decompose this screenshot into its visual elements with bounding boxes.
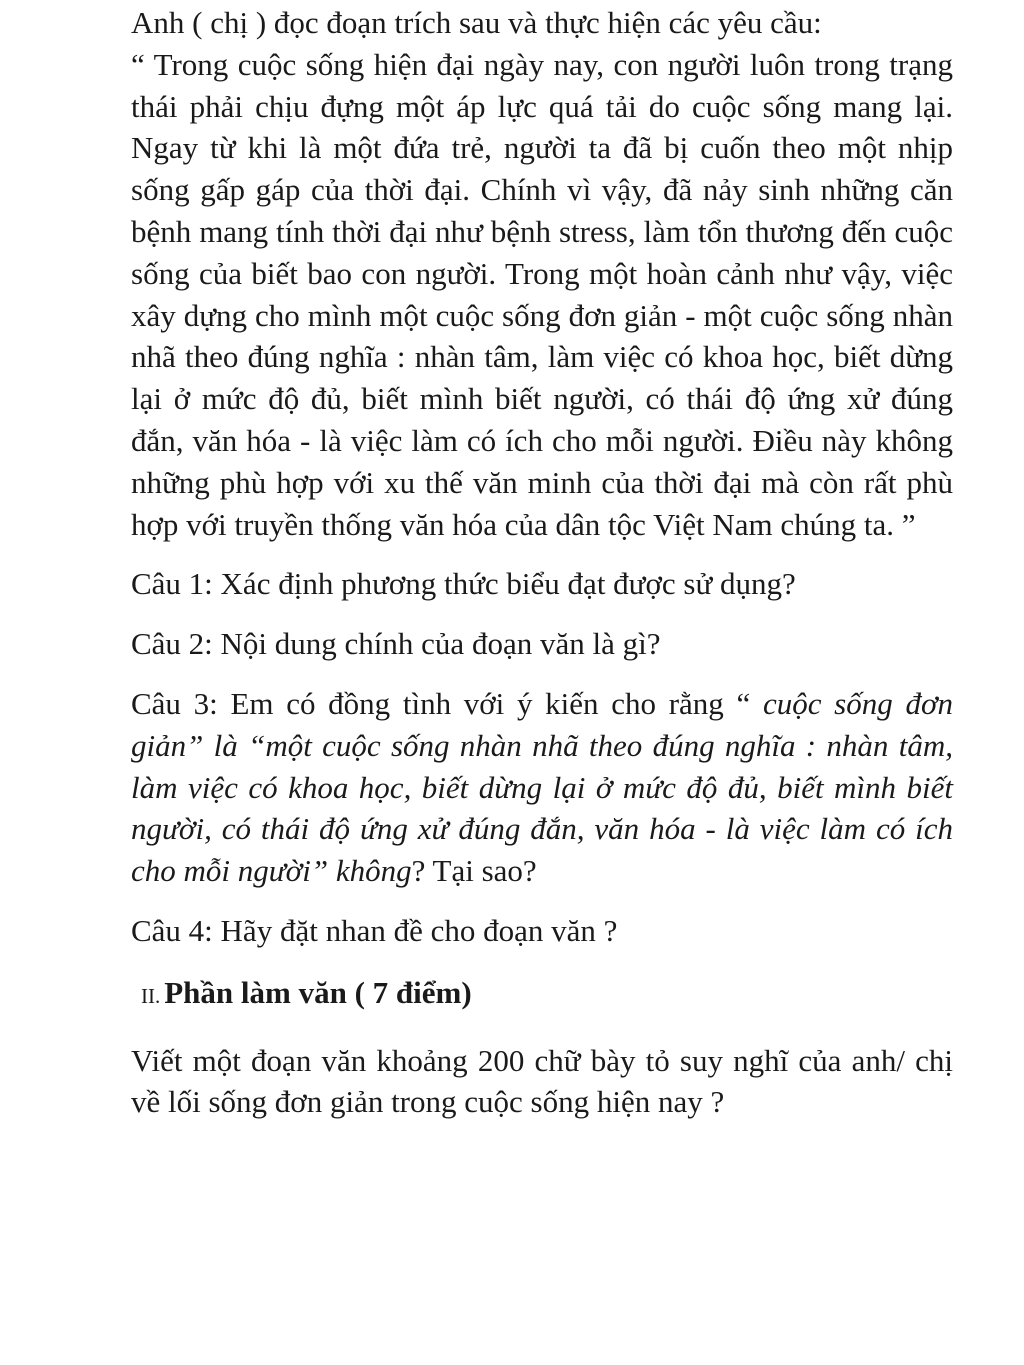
question-2: Câu 2: Nội dung chính của đoạn văn là gì? (131, 626, 661, 662)
section-2-number: II. (141, 983, 161, 1008)
question-4: Câu 4: Hãy đặt nhan đề cho đoạn văn ? (131, 912, 618, 948)
reading-instruction: Anh ( chị ) đọc đoạn trích sau và thực hiện các yêu cầu: (131, 5, 822, 40)
writing-task: Viết một đoạn văn khoảng 200 chữ bày tỏ suy nghĩ của anh/ chị về lối sống đơn giản trong cuộc sống hiện nay ? (131, 1042, 953, 1120)
document-page (131, 0, 953, 1123)
question-3-quote: cuộc sống đơn giản” là “một cuộc sống nhàn nhã theo đúng nghĩa : nhàn tâm, làm việc có khoa học, biết dừng lại ở mức độ đủ, biết mình biết người, có thái độ ứng xử đúng đắn, văn hóa - là việc làm có ích cho mỗi người” không (131, 685, 953, 889)
question-3-tail: ? Tại sao? (411, 853, 537, 889)
question-1: Câu 1: Xác định phương thức biểu đạt được sử dụng? (131, 566, 796, 602)
question-3 (131, 683, 953, 892)
reading-passage: “ Trong cuộc sống hiện đại ngày nay, con người luôn trong trạng thái phải chịu đựng một áp lực quá tải do cuộc sống mang lại. Ngay từ khi là một đứa trẻ, người ta đã bị cuốn theo một nhịp sống gấp gáp của thời đại. Chính vì vậy, đã nảy sinh những căn bệnh mang tính thời đại như bệnh stress, làm tổn thương đến cuộc sống của biết bao con người. Trong một hoàn cảnh như vậy, việc xây dựng cho mình một cuộc sống đơn giản - một cuộc sống nhàn nhã theo đúng nghĩa : nhàn tâm, làm việc có khoa học, biết dừng lại ở mức độ đủ, biết mình biết người, có thái độ ứng xử đúng đắn, văn hóa - là việc làm có ích cho mỗi người. Điều này không những phù hợp với xu thế văn minh của thời đại mà còn rất phù hợp với truyền thống văn hóa của dân tộc Việt Nam chúng ta. ” (131, 46, 953, 542)
section-2-title: Phần làm văn ( 7 điểm) (164, 974, 472, 1010)
section-2-heading (141, 972, 953, 1018)
question-3-lead: Câu 3: Em có đồng tình với ý kiến cho rằng “ (131, 685, 763, 721)
